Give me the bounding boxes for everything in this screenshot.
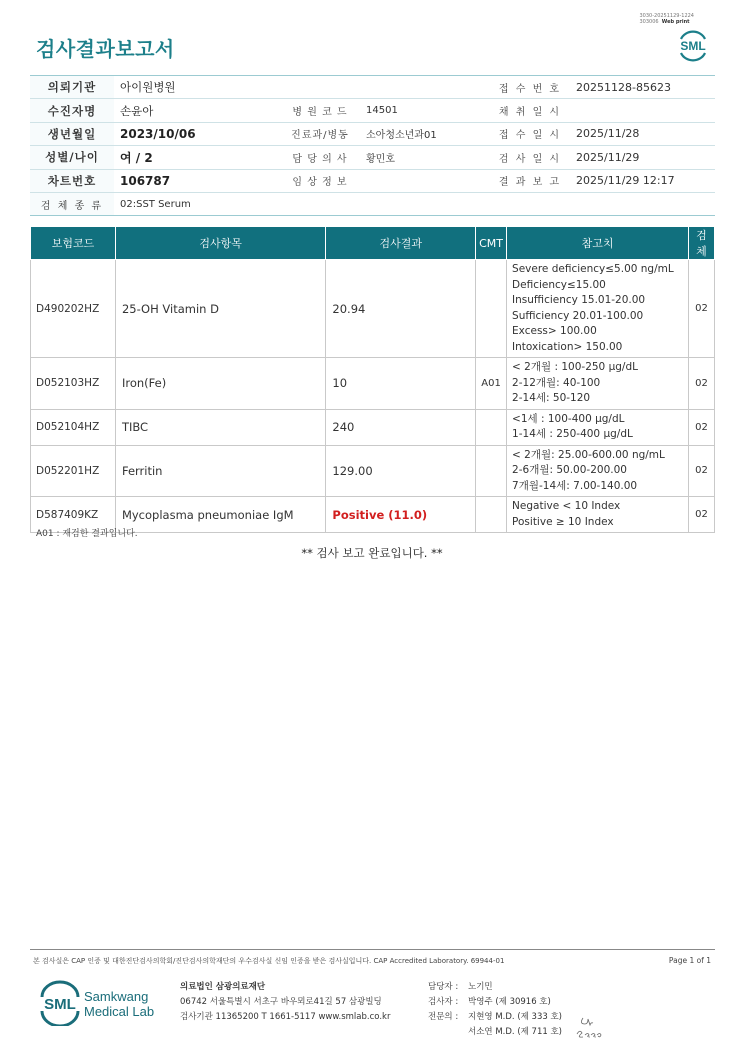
reference-line: Sufficiency 20.01-100.00 bbox=[512, 309, 644, 322]
specimen-code: 02 bbox=[689, 409, 715, 445]
specimen-code: 02 bbox=[689, 358, 715, 410]
info-value: 2025/11/29 bbox=[570, 146, 715, 169]
cmt-code bbox=[476, 445, 507, 497]
reference-line: Severe deficiency≤5.00 ng/mL bbox=[512, 263, 674, 275]
svg-text:SML: SML bbox=[680, 39, 706, 53]
insurance-code: D052201HZ bbox=[31, 445, 116, 497]
reference-line: < 2개월 : 100-250 µg/dL bbox=[512, 361, 638, 373]
test-name: Ferritin bbox=[115, 445, 325, 497]
staff-row: 전문의 : 지현영 M.D. (제 333 호) bbox=[428, 1012, 563, 1022]
reference-line: Negative < 10 Index bbox=[512, 500, 621, 512]
reference-line: Insufficiency 15.01-20.00 bbox=[512, 294, 646, 306]
reference-range bbox=[507, 497, 689, 533]
reference-range bbox=[507, 260, 689, 358]
insurance-code: D587409KZ bbox=[31, 497, 116, 533]
info-value: 소아청소년과01 bbox=[360, 122, 490, 145]
info-label: 접 수 번 호 bbox=[490, 76, 570, 99]
reference-range bbox=[507, 445, 689, 497]
cmt-code bbox=[476, 497, 507, 533]
test-value: 240 bbox=[326, 409, 476, 445]
insurance-code: D052104HZ bbox=[31, 409, 116, 445]
print-meta bbox=[639, 13, 694, 25]
cmt-code: A01 bbox=[476, 358, 507, 410]
staff-row: 담당자 : 노기민 bbox=[428, 982, 493, 992]
reference-line: 2-14세: 50-120 bbox=[512, 392, 591, 404]
info-label: 의뢰기관 bbox=[30, 76, 114, 99]
info-row bbox=[30, 146, 715, 169]
info-value: 20251128-85623 bbox=[570, 76, 715, 99]
page-number: Page 1 of 1 bbox=[668, 956, 711, 965]
info-value: 황민호 bbox=[360, 146, 490, 169]
brand-name bbox=[84, 989, 154, 1019]
print-meta-line1: 3030-20251129-1224 bbox=[639, 13, 694, 19]
info-label: 생년월일 bbox=[30, 122, 114, 145]
reference-line: <1세 : 100-400 µg/dL bbox=[512, 412, 625, 425]
info-value: 14501 bbox=[360, 99, 490, 122]
info-label: 담 당 의 사 bbox=[280, 146, 360, 169]
col-specimen: 검체 bbox=[689, 227, 715, 260]
samkwang-logo bbox=[36, 980, 84, 1026]
test-value: Positive (11.0) bbox=[326, 497, 476, 533]
info-label bbox=[280, 76, 360, 99]
results-table bbox=[30, 226, 715, 533]
signature-image bbox=[575, 1008, 609, 1042]
info-value: 여 / 2 bbox=[114, 146, 280, 169]
info-value bbox=[360, 76, 490, 99]
info-value bbox=[360, 169, 490, 192]
reference-line: 2-6개월: 50.00-200.00 bbox=[512, 464, 627, 476]
test-name: 25-OH Vitamin D bbox=[115, 260, 325, 358]
test-name: Iron(Fe) bbox=[115, 358, 325, 410]
org-name: 의료법인 삼광의료재단 bbox=[180, 982, 266, 992]
specimen-label: 검 체 종 류 bbox=[30, 192, 114, 215]
info-value: 손윤아 bbox=[114, 99, 280, 122]
svg-text:SML: SML bbox=[44, 996, 76, 1013]
info-value: 106787 bbox=[114, 169, 280, 192]
info-row bbox=[30, 76, 715, 99]
cmt-code bbox=[476, 260, 507, 358]
result-row bbox=[31, 260, 715, 358]
info-value: 2023/10/06 bbox=[114, 122, 280, 145]
info-label: 검 사 일 시 bbox=[490, 146, 570, 169]
reference-line: 1-14세 : 250-400 µg/dL bbox=[512, 428, 633, 440]
col-test-result: 검사결과 bbox=[326, 227, 476, 260]
specimen-code: 02 bbox=[689, 497, 715, 533]
patient-info-table bbox=[30, 75, 715, 216]
insurance-code: D052103HZ bbox=[31, 358, 116, 410]
staff-row: 검사자 : 박영주 (제 30916 호) bbox=[428, 997, 551, 1007]
test-name: TIBC bbox=[115, 409, 325, 445]
specimen-value: 02:SST Serum bbox=[114, 192, 715, 215]
info-value: 아이원병원 bbox=[114, 76, 280, 99]
info-value bbox=[570, 99, 715, 122]
col-insurance-code: 보험코드 bbox=[31, 227, 116, 260]
reference-line: Deficiency≤15.00 bbox=[512, 278, 606, 291]
col-reference: 참고치 bbox=[507, 227, 689, 260]
test-value: 10 bbox=[326, 358, 476, 410]
reference-line: < 2개월: 25.00-600.00 ng/mL bbox=[512, 448, 665, 461]
info-row bbox=[30, 169, 715, 192]
brand-line2: Medical Lab bbox=[84, 1004, 155, 1019]
page-title: 검사결과보고서 bbox=[36, 37, 175, 61]
reference-line: Intoxication> 150.00 bbox=[512, 340, 623, 353]
info-row bbox=[30, 122, 715, 145]
info-label: 채 취 일 시 bbox=[490, 99, 570, 122]
certification-text: 본 검사실은 CAP 인증 및 대한진단검사의학회/진단검사의학재단의 우수검사실 신임 인증을 받은 검사실입니다. CAP Accredited Laboratory. 69944-01 bbox=[33, 957, 505, 965]
insurance-code: D490202HZ bbox=[31, 260, 116, 358]
report-complete-text: ** 검사 보고 완료입니다. ** bbox=[301, 546, 443, 560]
sml-logo bbox=[674, 26, 712, 64]
test-value: 20.94 bbox=[326, 260, 476, 358]
reference-line: 2-12개월: 40-100 bbox=[512, 376, 601, 389]
reference-line: Positive ≥ 10 Index bbox=[512, 515, 614, 528]
comment-note: A01 : 재검한 결과입니다. bbox=[36, 529, 138, 539]
result-row bbox=[31, 409, 715, 445]
staff-info bbox=[428, 980, 562, 1040]
info-label: 진료과/병동 bbox=[280, 122, 360, 145]
info-label: 결 과 보 고 bbox=[490, 169, 570, 192]
result-row bbox=[31, 445, 715, 497]
results-header-row bbox=[31, 227, 715, 260]
reference-range bbox=[507, 358, 689, 410]
info-label: 병 원 코 드 bbox=[280, 99, 360, 122]
specimen-code: 02 bbox=[689, 260, 715, 358]
cmt-code bbox=[476, 409, 507, 445]
specimen-code: 02 bbox=[689, 445, 715, 497]
info-row-specimen bbox=[30, 192, 715, 215]
staff-row: 서소연 M.D. (제 711 호) bbox=[468, 1027, 563, 1037]
reference-line: Excess> 100.00 bbox=[512, 325, 597, 337]
info-row bbox=[30, 99, 715, 122]
info-label: 성별/나이 bbox=[30, 146, 114, 169]
reference-range bbox=[507, 409, 689, 445]
print-meta-line2: 303006 Web print bbox=[639, 19, 690, 25]
info-label: 임 상 정 보 bbox=[280, 169, 360, 192]
footer-divider bbox=[30, 949, 715, 950]
reference-line: 7개월-14세: 7.00-140.00 bbox=[512, 479, 638, 492]
info-value: 2025/11/29 12:17 bbox=[570, 169, 715, 192]
result-row bbox=[31, 358, 715, 410]
org-address: 06742 서울특별시 서초구 바우뫼로41길 57 삼광빌딩 bbox=[180, 997, 382, 1007]
info-label: 접 수 일 시 bbox=[490, 122, 570, 145]
info-label: 수진자명 bbox=[30, 99, 114, 122]
info-label: 차트번호 bbox=[30, 169, 114, 192]
brand-line1: Samkwang bbox=[84, 989, 149, 1004]
org-contact: 검사기관 11365200 T 1661-5117 www.smlab.co.kr bbox=[180, 1012, 391, 1022]
test-value: 129.00 bbox=[326, 445, 476, 497]
test-name: Mycoplasma pneumoniae IgM bbox=[115, 497, 325, 533]
col-cmt: CMT bbox=[476, 227, 507, 260]
organization-info bbox=[180, 980, 390, 1025]
col-test-item: 검사항목 bbox=[115, 227, 325, 260]
info-value: 2025/11/28 bbox=[570, 122, 715, 145]
